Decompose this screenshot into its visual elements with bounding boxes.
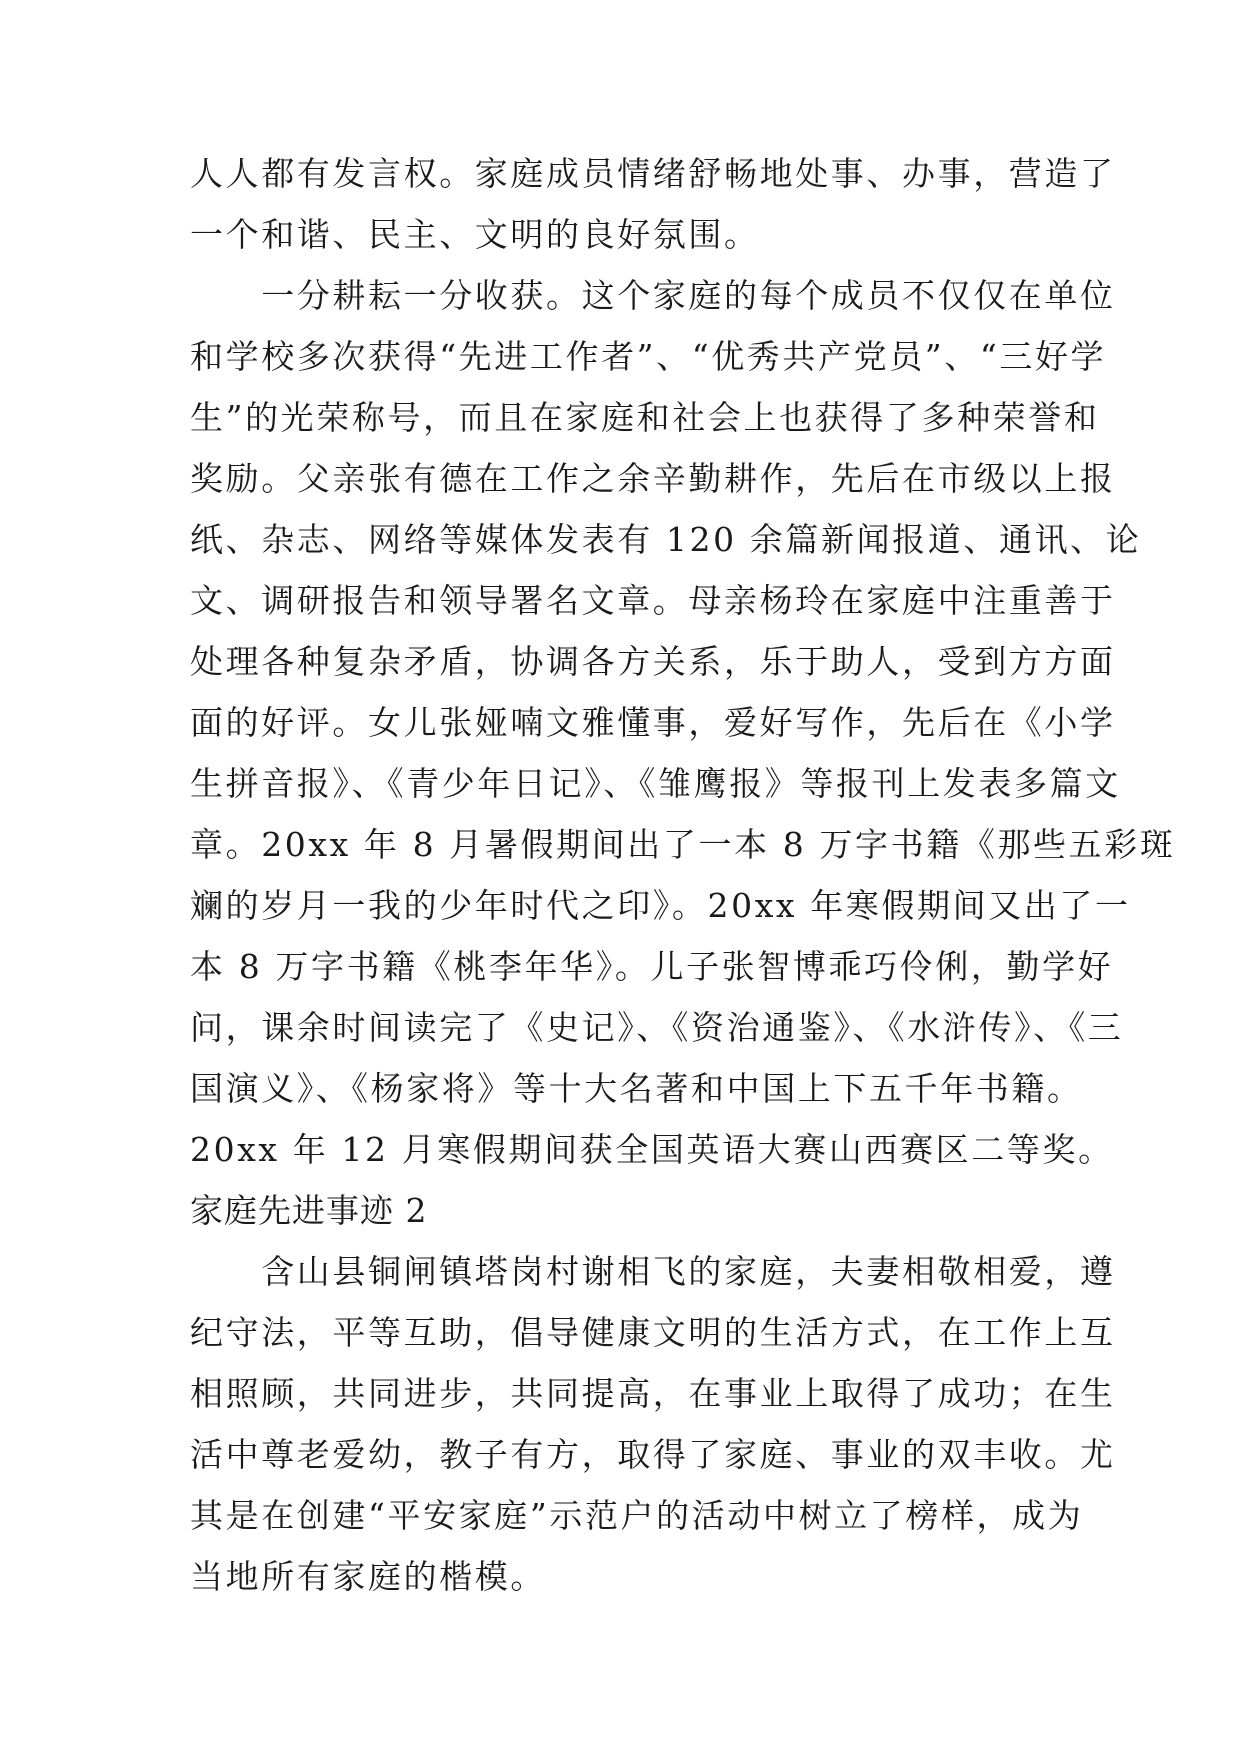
- section-heading: [190, 1180, 1056, 1241]
- text-line: 相照顾，共同进步，共同提高，在事业上取得了成功；在生: [190, 1374, 1116, 1413]
- text-line: 纸、杂志、网络等媒体发表有 120 余篇新闻报道、通讯、论: [190, 520, 1142, 559]
- paragraph-1: [190, 143, 1116, 265]
- text-line: 处理各种复杂矛盾，协调各方关系，乐于助人，受到方方面: [190, 642, 1116, 681]
- text-line: 20xx 年 12 月寒假期间获全国英语大赛山西赛区二等奖。: [190, 1130, 1114, 1169]
- text-line: 含山县铜闸镇塔岗村谢相飞的家庭，夫妻相敬相爱，遵: [190, 1252, 1116, 1291]
- text-line: 其是在创建“平安家庭”示范户的活动中树立了榜样，成为: [190, 1496, 1084, 1535]
- text-line: 当地所有家庭的楷模。: [190, 1557, 546, 1596]
- paragraph-2: [190, 265, 1176, 1180]
- text-line: 国演义》、《杨家将》等十大名著和中国上下五千年书籍。: [190, 1069, 1083, 1108]
- text-line: 奖励。父亲张有德在工作之余辛勤耕作，先后在市级以上报: [190, 459, 1116, 498]
- text-line: 人人都有发言权。家庭成员情绪舒畅地处事、办事，营造了: [190, 154, 1116, 193]
- text-line: 活中尊老爱幼，教子有方，取得了家庭、事业的双丰收。尤: [190, 1435, 1116, 1474]
- document-body: [190, 143, 1176, 1607]
- text-line: 问，课余时间读完了《史记》、《资治通鉴》、《水浒传》、《三: [190, 1008, 1124, 1047]
- text-line: 章。20xx 年 8 月暑假期间出了一本 8 万字书籍《那些五彩斑: [190, 825, 1176, 864]
- text-line: 文、调研报告和领导署名文章。母亲杨玲在家庭中注重善于: [190, 581, 1116, 620]
- text-line: 一个和谐、民主、文明的良好氛围。: [190, 215, 760, 254]
- text-line: 一分耕耘一分收获。这个家庭的每个成员不仅仅在单位: [190, 276, 1116, 315]
- text-line: 斓的岁月一我的少年时代之印》。20xx 年寒假期间又出了一: [190, 886, 1131, 925]
- text-line: 纪守法，平等互助，倡导健康文明的生活方式，在工作上互: [190, 1313, 1116, 1352]
- heading-text: 家庭先进事迹 2: [190, 1191, 428, 1230]
- text-line: 本 8 万字书籍《桃李年华》。儿子张智博乖巧伶俐，勤学好: [190, 947, 1114, 986]
- text-line: 生”的光荣称号，而且在家庭和社会上也获得了多种荣誉和: [190, 398, 1100, 437]
- paragraph-3: [190, 1241, 1116, 1607]
- text-line: 面的好评。女儿张娅喃文雅懂事，爱好写作，先后在《小学: [190, 703, 1116, 742]
- text-line: 生拼音报》、《青少年日记》、《雏鹰报》等报刊上发表多篇文: [190, 764, 1121, 803]
- text-line: 和学校多次获得“先进工作者”、“优秀共产党员”、“三好学: [190, 337, 1107, 376]
